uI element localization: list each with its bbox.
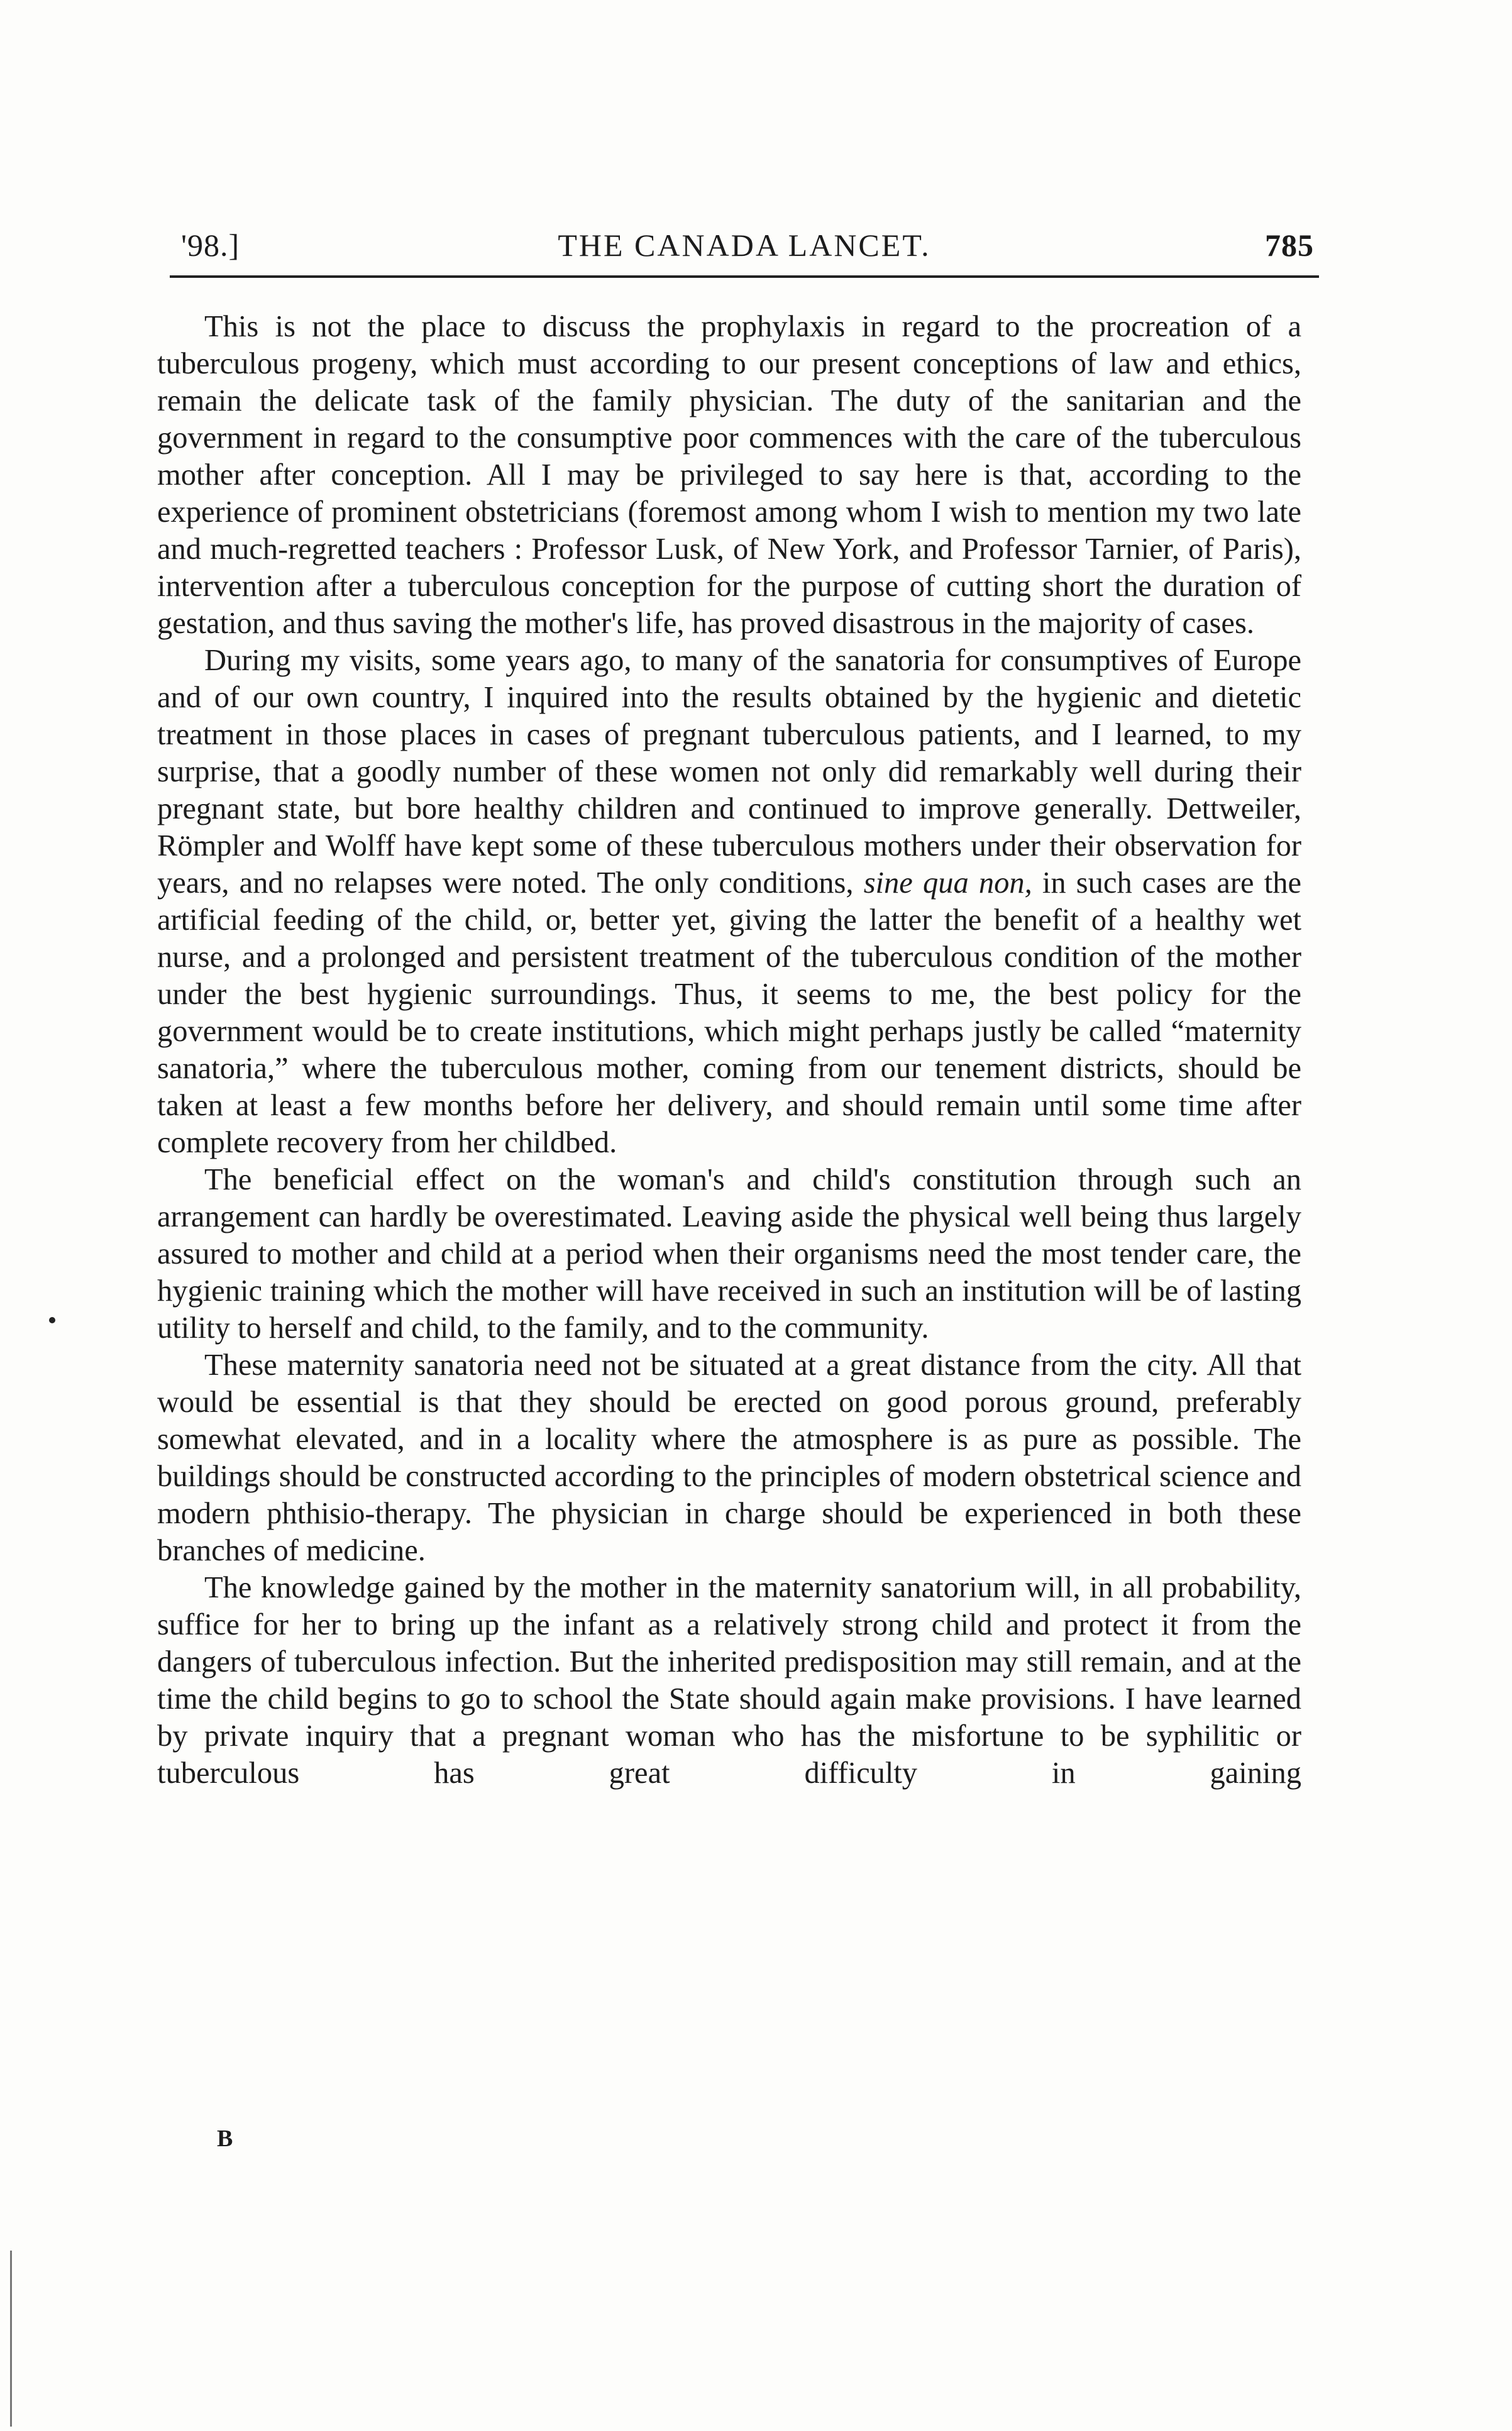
paragraph-2-text-before: During my visits, some years ago, to many of the sanatoria for consumptives of Europe and of our own country, I inquired into the results obtained by the hygienic and dietetic treatment in those places in cases of pregnant tuberculous patients, and I learned, to my surprise, that a goodly number of these women not only did remarkably well during their pregnant state, but bore healthy children and continued to improve generally. Dettweiler, Römpler and Wolff have kept some of these tuberculous mothers under their observation for years, and no relapses were noted. The only conditions, [157, 644, 1301, 900]
paragraph-4: These maternity sanatoria need not be situated at a great distance from the city. All that would be essential is that they should be erected on good porous ground, preferably somewhat elevated, and in a locality where the atmosphere is as pure as possible. The buildings should be constructed according to the principles of modern obstetrical science and modern phthisio-therapy. The physician in charge should be experienced in both these branches of medicine. [157, 1348, 1301, 1567]
paragraph-2 [157, 642, 1301, 1161]
margin-dot [49, 1317, 55, 1323]
paragraph-5: The knowledge gained by the mother in the maternity sanatorium will, in all probability, suffice for her to bring up the infant as a relatively strong child and protect it from the dangers of tuberculous infection. But the inherited predisposition may still remain, and at the time the child begins to go to school the State should again make provisions. I have learned by private inquiry that a pregnant woman who has the misfortune to be syphilitic or tuberculous has great difficulty in gaining [157, 1571, 1301, 1790]
running-header [175, 220, 1314, 270]
header-rule [170, 275, 1319, 278]
signature-mark: B [217, 2125, 233, 2152]
article-body [157, 308, 1301, 1792]
scan-edge-line [10, 2251, 12, 2427]
paragraph-2-text-after: in such cases are the artificial feeding of the child, or, better yet, giving the latter the benefit of a healthy wet nurse, and a prolonged and persistent treatment of the tuberculous condition of the mother under the best hygienic surroundings. Thus, it seems to me, the best policy for the government would be to create institutions, which might perhaps justly be called “maternity sanatoria,” where the tuberculous mother, coming from our tenement districts, should be taken at least a few months before her delivery, and should remain until some time after complete recovery from her childbed. [157, 866, 1301, 1159]
header-volume-year: '98.] [181, 228, 240, 263]
journal-title: THE CANADA LANCET. [558, 228, 931, 263]
paragraph-1: This is not the place to discuss the prophylaxis in regard to the procreation of a tuberculous progeny, which must according to our present conceptions of law and ethics, remain the delicate task of the family physician. The duty of the sanitarian and the government in regard to the consumptive poor commences with the care of the tuberculous mother after conception. All I may be privileged to say here is that, according to the experience of prominent obstetricians (foremost among whom I wish to mention my two late and much-regretted teachers : Professor Lusk, of New York, and Professor Tarnier, of Paris), intervention after a tuberculous conception for the purpose of cutting short the duration of gestation, and thus saving the mother's life, has proved disastrous in the majority of cases. [157, 310, 1301, 640]
page-number: 785 [1265, 228, 1314, 263]
paragraph-3: The beneficial effect on the woman's and child's constitution through such an arrangement can hardly be overestimated. Leaving aside the physical well being thus largely assured to mother and child at a period when their organisms need the most tender care, the hygienic training which the mother will have received in such an institution will be of lasting utility to herself and child, to the family, and to the community. [157, 1163, 1301, 1345]
latin-phrase: sine qua non, [863, 866, 1032, 900]
